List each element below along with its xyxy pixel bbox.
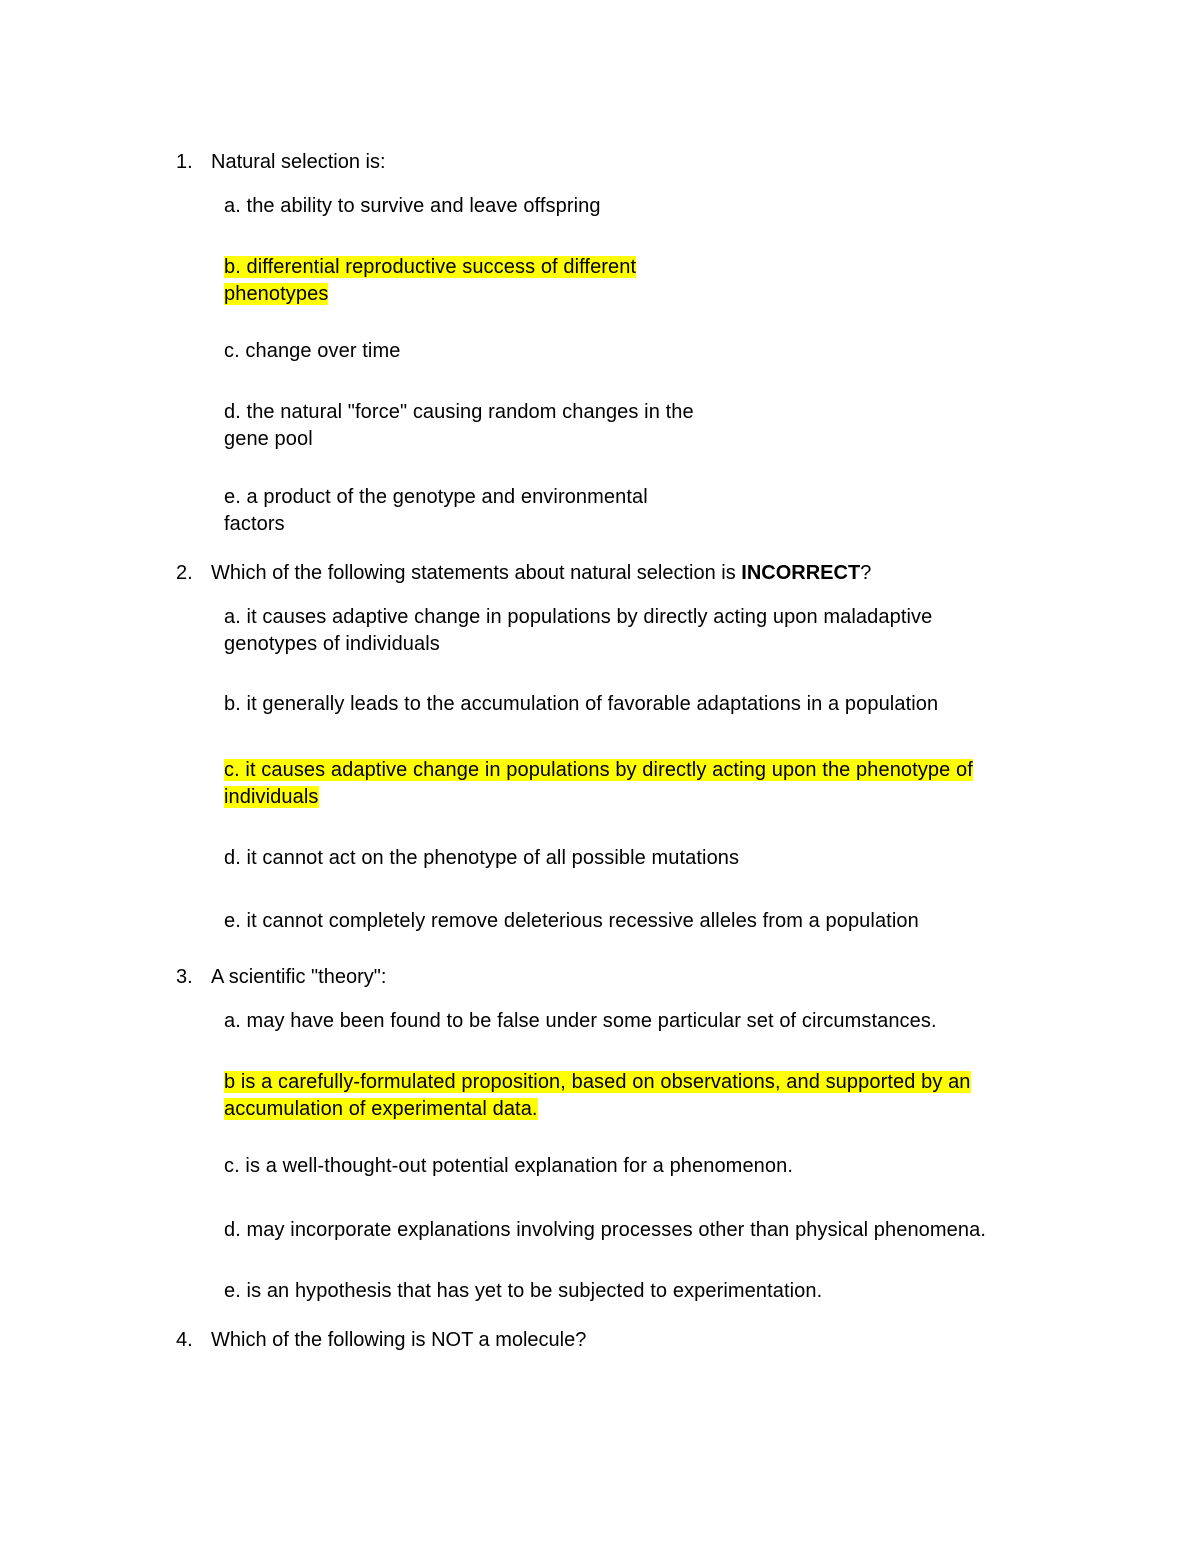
question-1-option-b-highlighted: b. differential reproductive success of different phenotypes <box>224 256 637 305</box>
question-1 <box>176 150 386 174</box>
question-number: 2. <box>176 562 193 584</box>
question-1-option-e: e. a product of the genotype and environmental factors <box>224 486 648 535</box>
question-1-option-c: c. change over time <box>224 340 401 362</box>
question-3-option-e: e. is an hypothesis that has yet to be subjected to experimentation. <box>224 1280 823 1302</box>
question-2-option-e: e. it cannot completely remove deleterious recessive alleles from a population <box>224 910 919 932</box>
question-prompt-emphasis: INCORRECT <box>741 562 861 584</box>
question-2: 2. Which of the following statements about natural selection is INCORRECT? <box>176 562 872 584</box>
question-1-option-a: a. the ability to survive and leave offspring <box>224 195 601 217</box>
question-prompt: A scientific "theory": <box>211 966 387 988</box>
question-prompt: Which of the following is NOT a molecule? <box>211 1329 587 1351</box>
question-4 <box>176 1328 586 1352</box>
question-number: 1. <box>176 151 193 173</box>
question-2-option-b: b. it generally leads to the accumulation of favorable adaptations in a population <box>224 693 939 715</box>
question-3-option-b-highlighted: b is a carefully-formulated proposition, based on observations, and supported by an accumulation of experimental data. <box>224 1071 971 1120</box>
question-3-option-d: d. may incorporate explanations involving processes other than physical phenomena. <box>224 1219 986 1241</box>
question-number: 4. <box>176 1329 193 1351</box>
question-3-option-a: a. may have been found to be false under some particular set of circumstances. <box>224 1010 937 1032</box>
question-prompt: Natural selection is: <box>211 151 386 173</box>
question-2-option-c-highlighted: c. it causes adaptive change in populations by directly acting upon the phenotype of individuals <box>224 759 973 808</box>
question-3 <box>176 965 386 989</box>
question-2-option-a: a. it causes adaptive change in populations by directly acting upon maladaptive genotypes of individuals <box>224 606 933 655</box>
question-1-option-d: d. the natural "force" causing random changes in the gene pool <box>224 401 694 450</box>
question-3-option-c: c. is a well-thought-out potential explanation for a phenomenon. <box>224 1155 793 1177</box>
question-number: 3. <box>176 966 193 988</box>
question-prompt: Which of the following statements about natural selection is <box>211 562 742 584</box>
question-2-option-d: d. it cannot act on the phenotype of all possible mutations <box>224 847 740 869</box>
